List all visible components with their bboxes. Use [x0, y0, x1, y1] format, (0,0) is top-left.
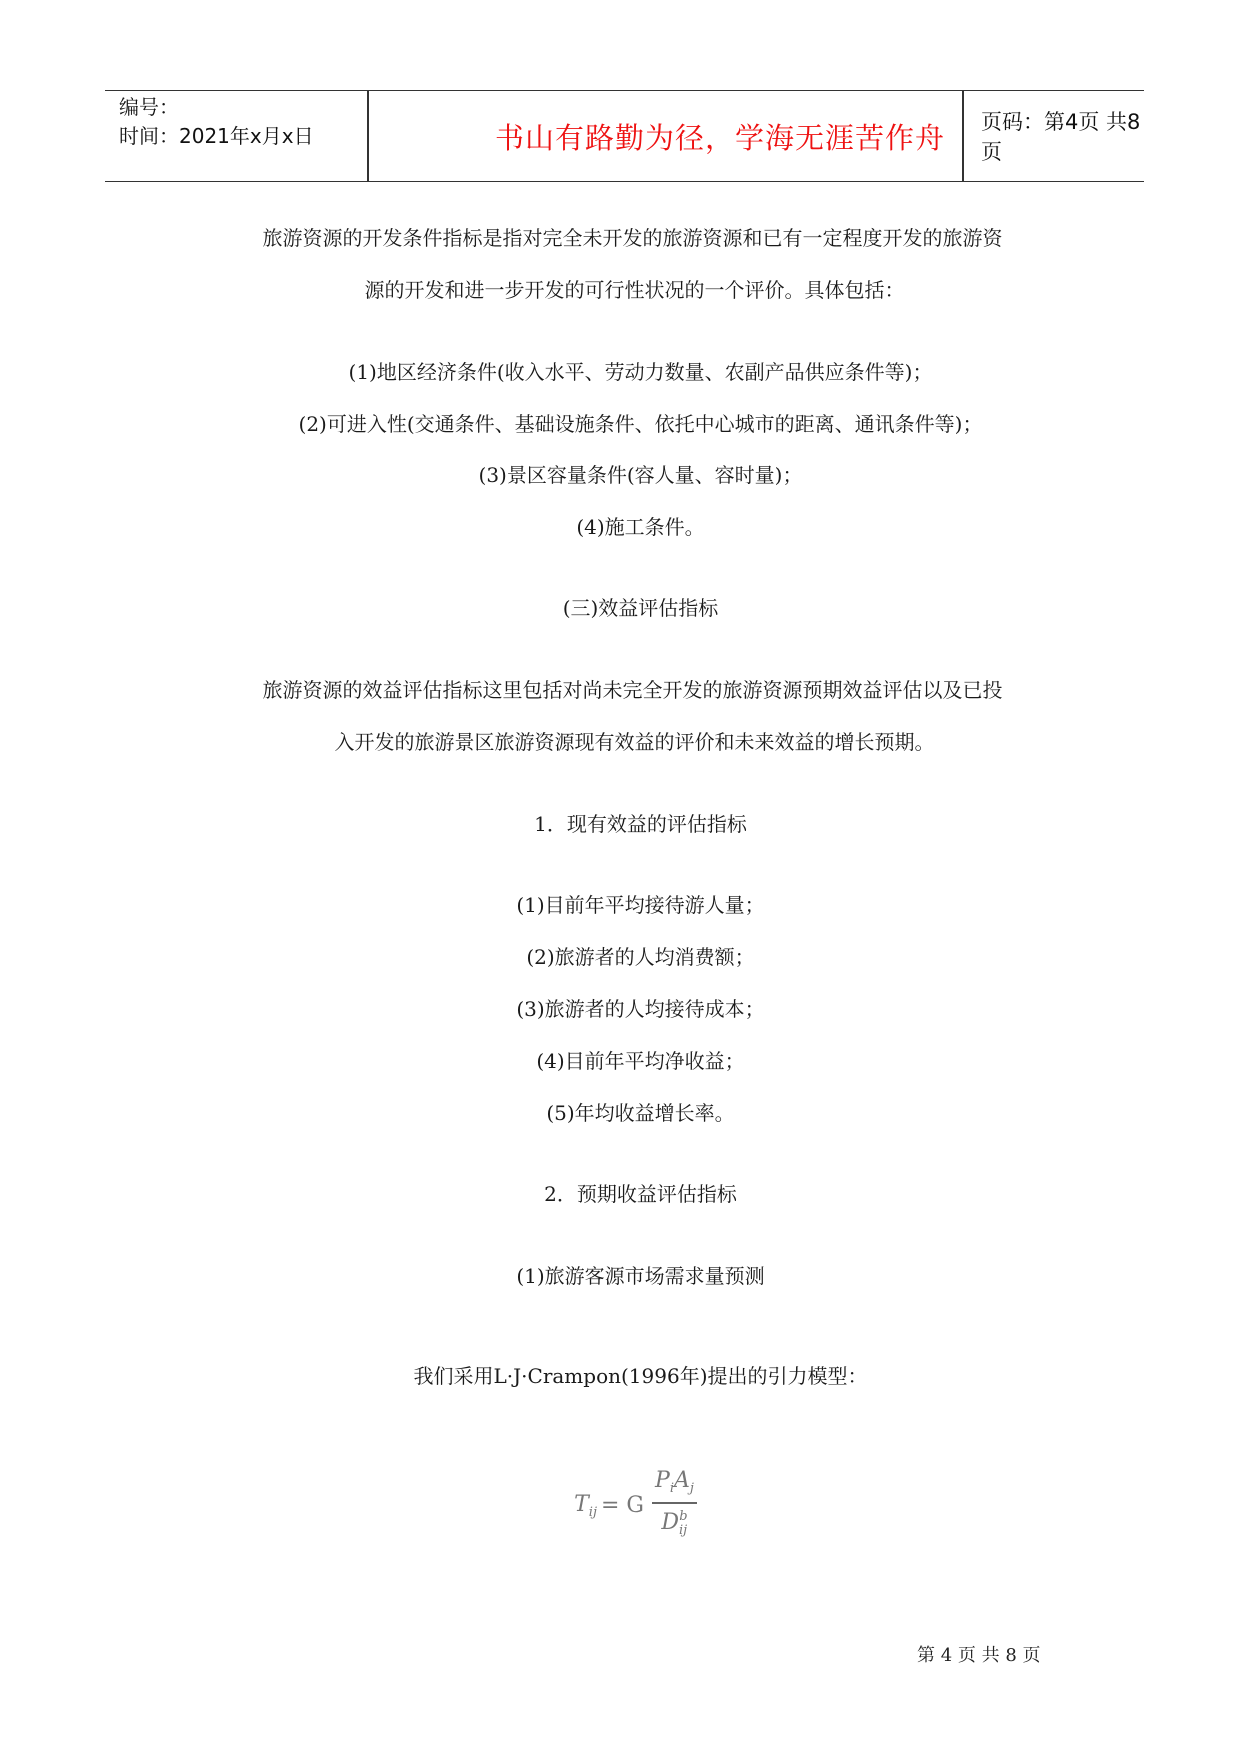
- page-footer: 第 4 页 共 8 页: [917, 1645, 1041, 1666]
- header-divider-right: [962, 91, 964, 181]
- list-item: (3)景区容量条件(容人量、容时量)；: [478, 463, 803, 487]
- page-header: [105, 90, 1144, 182]
- formula-lhs: $T_{ij}$: [574, 1491, 597, 1520]
- formula-denominator: $D_{ij}^b$: [661, 1508, 688, 1538]
- list-item: (2)旅游者的人均消费额；: [526, 945, 755, 969]
- formula-expression: [574, 1468, 697, 1544]
- paragraph-line: 源的开发和进一步开发的可行性状况的一个评价。具体包括：: [364, 278, 905, 302]
- subsection-heading: 1．现有效益的评估指标: [534, 812, 747, 836]
- gravity-model-formula: [0, 1468, 1241, 1544]
- list-item: (5)年均收益增长率。: [546, 1101, 735, 1125]
- header-motto: 书山有路勤为径，学海无涯苦作舟: [494, 120, 945, 155]
- formula-numerator: $P_iA_j$: [655, 1468, 694, 1496]
- paragraph-line: 我们采用L·J·Crampon(1996年)提出的引力模型：: [413, 1364, 868, 1388]
- header-meta: [119, 93, 314, 151]
- list-item: (1)旅游客源市场需求量预测: [516, 1264, 765, 1288]
- section-heading: (三)效益评估指标: [562, 596, 719, 620]
- list-item: (1)目前年平均接待游人量；: [516, 893, 765, 917]
- subsection-heading: 2．预期收益评估指标: [544, 1182, 737, 1206]
- formula-equals: = G: [600, 1493, 644, 1519]
- header-page-number: 页码：第4页 共8页: [981, 110, 1141, 164]
- list-item: (3)旅游者的人均接待成本；: [516, 997, 765, 1021]
- list-item: (4)目前年平均净收益；: [536, 1049, 745, 1073]
- paragraph-line: 旅游资源的效益评估指标这里包括对尚未完全开发的旅游资源预期效益评估以及已投: [262, 678, 1003, 702]
- list-item: (1)地区经济条件(收入水平、劳动力数量、农副产品供应条件等)；: [348, 360, 933, 384]
- list-item: (4)施工条件。: [576, 515, 705, 539]
- paragraph-line: 入开发的旅游景区旅游资源现有效益的评价和未来效益的增长预期。: [334, 730, 935, 754]
- formula-fraction: [652, 1468, 697, 1544]
- time-label: 时间：2021年x月x日: [119, 124, 314, 148]
- list-item: (2)可进入性(交通条件、基础设施条件、依托中心城市的距离、通讯条件等)；: [298, 412, 983, 436]
- header-divider-left: [367, 91, 369, 181]
- serial-number-label: 编号：: [119, 95, 179, 119]
- paragraph-line: 旅游资源的开发条件指标是指对完全未开发的旅游资源和已有一定程度开发的旅游资: [262, 226, 1003, 250]
